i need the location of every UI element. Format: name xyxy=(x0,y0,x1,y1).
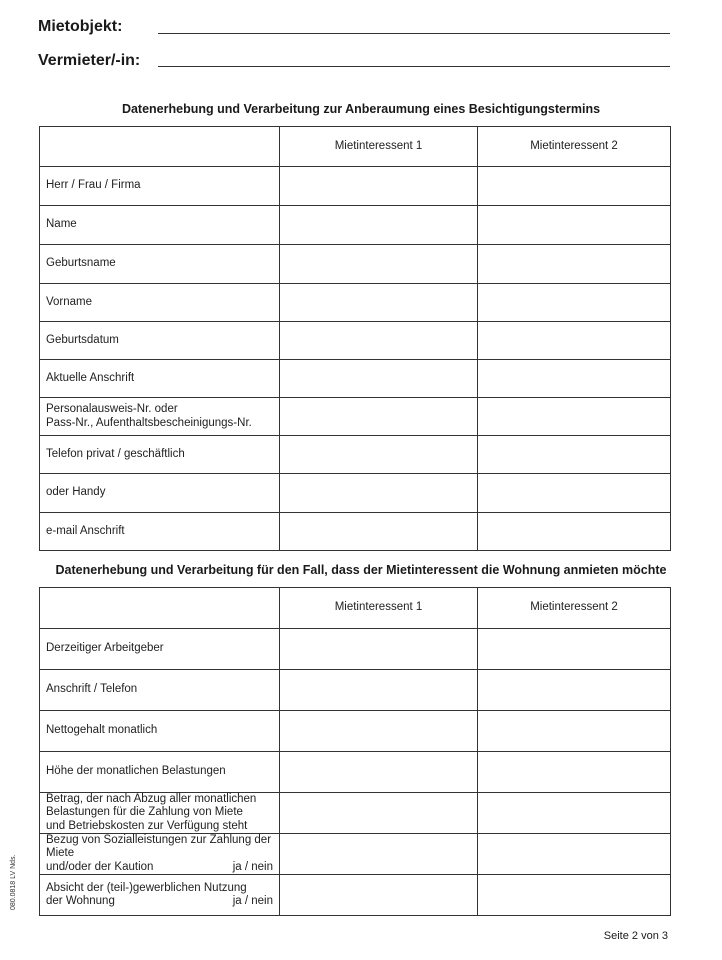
row-label-arbeitgeber: Derzeitiger Arbeitgeber xyxy=(40,629,280,670)
ja-nein-option[interactable]: ja / nein xyxy=(232,860,273,873)
input-cell-2[interactable] xyxy=(478,752,671,793)
input-cell-1[interactable] xyxy=(280,436,478,474)
row-label-betrag-line3: und Betriebskosten zur Verfügung steht xyxy=(46,819,248,832)
input-cell-2[interactable] xyxy=(478,793,671,834)
table-row xyxy=(40,513,671,551)
input-cell-1[interactable] xyxy=(280,793,478,834)
row-label-sozial-line2-text: und/oder der Kaution xyxy=(46,860,154,873)
input-cell-2[interactable] xyxy=(478,629,671,670)
input-cell-1[interactable] xyxy=(280,360,478,398)
table-row xyxy=(40,436,671,474)
table-row xyxy=(40,752,671,793)
row-label-anschrift: Aktuelle Anschrift xyxy=(40,360,280,398)
empty-header-cell xyxy=(40,127,280,167)
row-label-sozial-line1: Bezug von Sozialleistungen zur Zahlung der Miete xyxy=(46,834,272,860)
column-header-interessent-1: Mietinteressent 1 xyxy=(280,588,478,629)
mietobjekt-label: Mietobjekt: xyxy=(38,18,123,35)
input-cell-2[interactable] xyxy=(478,474,671,513)
input-cell-2[interactable] xyxy=(478,711,671,752)
input-cell-2[interactable] xyxy=(478,245,671,284)
row-label-vorname: Vorname xyxy=(40,284,280,322)
table-row xyxy=(40,834,671,875)
table-row xyxy=(40,245,671,284)
input-cell-1[interactable] xyxy=(280,245,478,284)
input-cell-1[interactable] xyxy=(280,513,478,551)
table-header-row xyxy=(40,588,671,629)
input-cell-1[interactable] xyxy=(280,167,478,206)
table-row xyxy=(40,875,671,916)
page-number: Seite 2 von 3 xyxy=(603,930,668,942)
input-cell-1[interactable] xyxy=(280,711,478,752)
input-cell-2[interactable] xyxy=(478,398,671,436)
row-label-arbeitgeber-anschrift: Anschrift / Telefon xyxy=(40,670,280,711)
row-label-gewerbe-line2-text: der Wohnung xyxy=(46,895,115,907)
row-label-betrag-line2: Belastungen für die Zahlung von Miete xyxy=(46,806,243,819)
table-row xyxy=(40,629,671,670)
rental-application-table xyxy=(39,587,671,916)
row-label-ausweis-line2: Pass-Nr., Aufenthaltsbescheinigungs-Nr. xyxy=(46,416,252,429)
table-header-row xyxy=(40,127,671,167)
input-cell-2[interactable] xyxy=(478,875,671,916)
column-header-interessent-1: Mietinteressent 1 xyxy=(280,127,478,167)
input-cell-1[interactable] xyxy=(280,322,478,360)
table-row xyxy=(40,284,671,322)
input-cell-1[interactable] xyxy=(280,629,478,670)
input-cell-2[interactable] xyxy=(478,322,671,360)
input-cell-1[interactable] xyxy=(280,398,478,436)
row-label-ausweis xyxy=(40,398,280,436)
table-row xyxy=(40,167,671,206)
input-cell-2[interactable] xyxy=(478,834,671,875)
vermieter-input-line[interactable] xyxy=(158,66,670,67)
input-cell-1[interactable] xyxy=(280,875,478,916)
row-label-betrag-line1: Betrag, der nach Abzug aller monatlichen xyxy=(46,793,257,806)
row-label-sozialleistungen xyxy=(40,834,280,875)
input-cell-2[interactable] xyxy=(478,436,671,474)
row-label-geburtsname: Geburtsname xyxy=(40,245,280,284)
table-row xyxy=(40,474,671,513)
input-cell-1[interactable] xyxy=(280,474,478,513)
input-cell-1[interactable] xyxy=(280,670,478,711)
input-cell-1[interactable] xyxy=(280,752,478,793)
table-row xyxy=(40,711,671,752)
row-label-geburtsdatum: Geburtsdatum xyxy=(40,322,280,360)
row-label-anrede: Herr / Frau / Firma xyxy=(40,167,280,206)
table-row xyxy=(40,206,671,245)
empty-header-cell xyxy=(40,588,280,629)
input-cell-2[interactable] xyxy=(478,513,671,551)
viewing-data-table xyxy=(39,126,671,551)
column-header-interessent-2: Mietinteressent 2 xyxy=(478,127,671,167)
row-label-gewerbe-line2 xyxy=(46,895,273,908)
input-cell-2[interactable] xyxy=(478,167,671,206)
row-label-ausweis-line1: Personalausweis-Nr. oder xyxy=(46,403,178,416)
section2-title: Datenerhebung und Verarbeitung für den Fall, dass der Mietinteressent die Wohnung anmieten möchte xyxy=(55,563,667,577)
table-row xyxy=(40,322,671,360)
input-cell-1[interactable] xyxy=(280,206,478,245)
input-cell-2[interactable] xyxy=(478,670,671,711)
vermieter-label: Vermieter/-in: xyxy=(38,52,141,69)
input-cell-1[interactable] xyxy=(280,284,478,322)
row-label-verfuegbarer-betrag xyxy=(40,793,280,834)
input-cell-2[interactable] xyxy=(478,206,671,245)
form-code: 080.0818 LV Nds. xyxy=(10,854,17,910)
mietobjekt-input-line[interactable] xyxy=(158,33,670,34)
row-label-sozial-line2 xyxy=(46,861,273,874)
section1-title: Datenerhebung und Verarbeitung zur Anberaumung eines Besichtigungstermins xyxy=(121,102,601,116)
table-row xyxy=(40,398,671,436)
column-header-interessent-2: Mietinteressent 2 xyxy=(478,588,671,629)
row-label-name: Name xyxy=(40,206,280,245)
table-row xyxy=(40,670,671,711)
input-cell-2[interactable] xyxy=(478,360,671,398)
row-label-telefon: Telefon privat / geschäftlich xyxy=(40,436,280,474)
row-label-belastungen: Höhe der monatlichen Belastungen xyxy=(40,752,280,793)
row-label-handy: oder Handy xyxy=(40,474,280,513)
table-row xyxy=(40,360,671,398)
table-row xyxy=(40,793,671,834)
input-cell-1[interactable] xyxy=(280,834,478,875)
row-label-nettogehalt: Nettogehalt monatlich xyxy=(40,711,280,752)
input-cell-2[interactable] xyxy=(478,284,671,322)
row-label-gewerbe-line1: Absicht der (teil-)gewerblichen Nutzung xyxy=(46,881,247,894)
row-label-email: e-mail Anschrift xyxy=(40,513,280,551)
row-label-gewerbliche-nutzung xyxy=(40,875,280,916)
ja-nein-option[interactable]: ja / nein xyxy=(232,895,273,907)
